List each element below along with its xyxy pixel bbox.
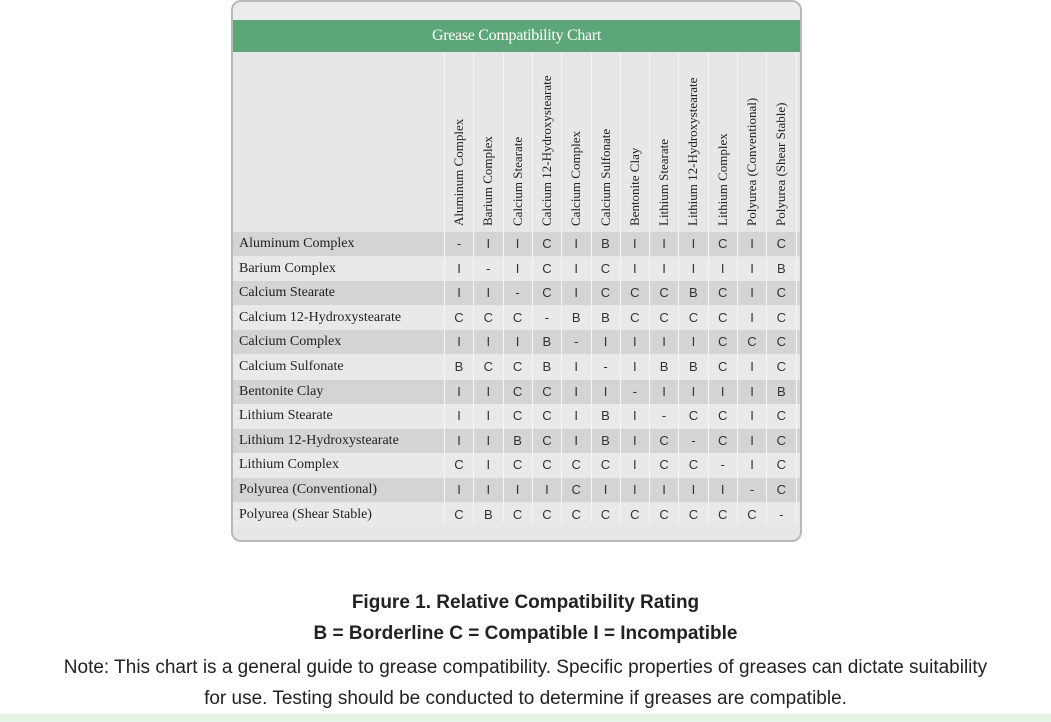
table-cell: C [600,285,611,301]
table-cell: C [542,383,552,399]
table-cell: I [662,383,666,399]
table-cell: C [776,236,786,251]
table-cell: C [483,359,493,374]
table-cell: C [659,506,669,522]
table-cell: I [515,260,520,276]
chart-note: Note: This chart is a general guide to grease compatibility. Specific properties of greases can dictate suitability for use. Testing should be conducted to determine if greases are compatible. [63,657,988,709]
table-cell: I [457,334,461,350]
table-cell: I [486,285,491,301]
table-cell: I [720,383,725,399]
table-cell: C [717,506,728,522]
column-separator [444,52,445,522]
column-separator [708,52,709,522]
table-cell: C [454,506,464,522]
column-header [767,54,795,226]
column-header [621,54,649,226]
table-cell: C [512,383,523,399]
table-row [233,429,800,453]
row-label: Calcium 12-Hydroxystearate [239,309,402,325]
column-header-label: Calcium 12-Hydroxystearate [538,75,554,226]
table-cell: C [776,309,786,325]
table-cell: C [776,432,786,448]
column-header [709,54,737,226]
panel-top-strip [233,2,800,20]
column-separator [620,52,621,522]
table-cell: C [571,482,581,497]
table-cell: - [486,260,491,276]
column-header-label: Lithium Stearate [656,138,672,226]
table-cell: I [486,482,491,497]
table-cell: B [601,309,610,325]
table-cell: - [603,359,608,374]
table-cell: C [659,457,669,473]
table-cell: I [750,432,754,448]
table-cell: C [717,359,728,374]
column-header-label: Aluminum Complex [451,118,466,226]
table-cell: I [750,408,754,424]
table-cell: I [574,383,578,399]
table-cell: - [632,383,637,399]
table-cell: I [603,482,608,497]
table-cell: I [603,383,608,399]
table-cell: I [486,383,491,399]
row-label: Calcium Complex [239,334,342,350]
table-cell: B [601,236,610,251]
table-cell: I [486,432,491,448]
table-cell: C [600,457,611,473]
table-row [233,380,800,404]
table-cell: - [456,236,462,251]
table-cell: C [688,457,699,473]
table-row [233,281,800,305]
table-cell: B [513,432,522,448]
table-row [233,478,800,502]
table-cell: C [717,309,728,325]
column-separator [532,52,533,522]
table-cell: - [749,482,755,497]
column-separator [473,52,474,522]
column-separator [766,52,767,522]
column-header-label: Bentonite Clay [626,147,642,226]
column-header-label: Lithium Complex [714,133,730,226]
table-cell: C [717,408,728,424]
table-cell: C [747,334,757,350]
column-header [592,54,620,226]
table-cell: I [720,482,725,497]
row-label: Lithium 12-Hydroxystearate [239,432,399,448]
table-cell: B [689,359,698,374]
table-cell: I [750,383,754,399]
row-label: Aluminum Complex [239,236,355,251]
table-cell: I [515,236,520,251]
row-label: Polyurea (Shear Stable) [239,506,372,522]
table-cell: I [662,236,666,251]
table-cell: C [512,457,523,473]
table-row [233,503,800,527]
table-cell: I [545,482,549,497]
table-cell: C [688,309,699,325]
table-cell: I [574,285,578,301]
column-separator [561,52,562,522]
table-cell: I [574,236,578,251]
table-cell: I [486,408,491,424]
table-cell: I [603,334,608,350]
table-cell: I [691,236,696,251]
table-cell: C [600,506,611,522]
column-header [562,54,590,226]
table-cell: C [776,285,786,301]
table-cell: I [632,408,637,424]
table-cell: I [720,260,725,276]
table-cell: C [659,432,669,448]
column-header [533,54,561,226]
table-row [233,404,800,428]
table-cell: I [486,457,491,473]
table-row [233,306,800,330]
table-cell: I [574,408,578,424]
table-cell: C [542,506,552,522]
table-cell: C [512,506,523,522]
table-cell: B [601,432,610,448]
table-cell: C [659,285,669,301]
table-cell: I [691,260,696,276]
table-cell: - [574,334,579,350]
column-header [474,54,502,226]
table-cell: I [632,432,637,448]
table-cell: I [457,285,461,301]
column-header-label: Calcium Complex [568,131,584,226]
column-header [738,54,766,226]
table-cell: I [486,236,491,251]
table-cell: C [512,359,523,374]
table-cell: I [750,285,754,301]
table-cell: C [776,359,786,374]
table-cell: I [662,482,666,497]
table-cell: I [662,334,666,350]
table-cell: I [515,482,520,497]
row-label: Lithium Complex [239,457,339,473]
column-separator [737,52,738,522]
table-cell: - [691,432,696,448]
table-cell: C [454,457,464,473]
rating-legend: B = Borderline C = Compatible I = Incompatible [313,623,738,644]
table-cell: C [542,236,552,251]
table-cell: I [662,260,666,276]
table-cell: I [750,309,754,325]
table-row [233,330,800,354]
table-cell: C [483,309,493,325]
table-cell: C [776,408,786,424]
row-label: Bentonite Clay [239,383,324,399]
table-cell: I [750,260,754,276]
table-cell: C [542,260,552,276]
table-cell: I [632,457,637,473]
column-separator [503,52,504,522]
table-cell: B [659,359,669,374]
column-header [679,54,707,226]
row-label: Lithium Stearate [239,408,333,424]
table-cell: I [574,260,578,276]
table-cell: - [661,408,667,424]
table-cell: C [630,506,640,522]
column-header [650,54,678,226]
table-cell: B [776,383,786,399]
table-cell: I [457,432,461,448]
table-cell: B [542,359,552,374]
table-cell: - [779,506,784,522]
table-cell: I [750,359,754,374]
table-row [233,232,800,256]
row-label: Calcium Sulfonate [239,359,344,374]
table-cell: - [515,285,520,301]
compatibility-chart-panel [231,0,802,542]
row-label: Barium Complex [239,260,336,276]
table-cell: I [750,457,754,473]
table-cell: C [600,260,611,276]
column-header-label: Lithium 12-Hydroxystearate [685,77,701,226]
table-cell: I [632,482,637,497]
table-cell: B [542,334,552,350]
table-cell: C [776,457,786,473]
table-cell: I [457,383,461,399]
column-header [504,54,532,226]
column-separator [796,52,797,522]
table-cell: I [574,432,578,448]
column-headers [233,52,800,230]
table-cell: I [515,334,520,350]
table-cell: C [571,506,581,522]
table-cell: C [717,334,728,350]
table-cell: I [632,334,637,350]
table-cell: I [632,236,637,251]
column-separator [678,52,679,522]
column-header-label: Calcium Stearate [509,136,525,226]
table-cell: I [750,236,754,251]
row-label: Calcium Stearate [239,285,336,301]
table-cell: C [776,482,786,497]
table-cell: C [542,457,552,473]
table-cell: I [691,334,696,350]
table-cell: C [512,309,523,325]
figure-title: Figure 1. Relative Compatibility Rating [351,592,700,613]
table-cell: C [630,285,640,301]
table-cell: C [630,309,640,325]
table-cell: I [457,260,461,276]
table-cell: I [457,482,461,497]
table-cell: B [776,260,786,276]
table-cell: I [632,260,637,276]
table-cell: - [544,309,550,325]
table-cell: C [747,506,757,522]
table-cell: B [601,408,610,424]
column-separator [591,52,592,522]
table-cell: C [512,408,523,424]
table-cell: C [542,408,552,424]
table-cell: C [776,334,786,350]
table-cell: B [483,506,493,522]
table-cell: C [542,285,552,301]
table-row [233,355,800,379]
table-cell: I [632,359,637,374]
table-cell: C [454,309,464,325]
table-cell: C [688,506,699,522]
table-cell: C [717,285,728,301]
table-row [233,257,800,281]
row-label: Polyurea (Conventional) [239,482,378,497]
table-cell: B [571,309,581,325]
column-separator [649,52,650,522]
table-cell: I [691,482,696,497]
table-cell: C [717,236,728,251]
table-cell: B [689,285,698,301]
column-header-label: Calcium Sulfonate [597,128,613,226]
bottom-bar [0,714,1051,722]
table-cell: C [688,408,699,424]
table-cell: C [659,309,669,325]
column-header-label: Barium Complex [480,136,496,226]
table-cell: I [691,383,696,399]
column-header-label: Polyurea (Conventional) [744,97,759,226]
table-cell: B [454,359,464,374]
table-row [233,453,800,477]
column-header [445,54,473,226]
column-header-label: Polyurea (Shear Stable) [773,102,789,226]
table-cell: I [574,359,578,374]
table-cell: C [542,432,552,448]
table-cell: I [457,408,461,424]
table-cell: I [486,334,491,350]
table-cell: C [571,457,581,473]
table-cell: - [720,457,725,473]
table-cell: C [717,432,728,448]
chart-title: Grease Compatibility Chart [233,20,800,52]
